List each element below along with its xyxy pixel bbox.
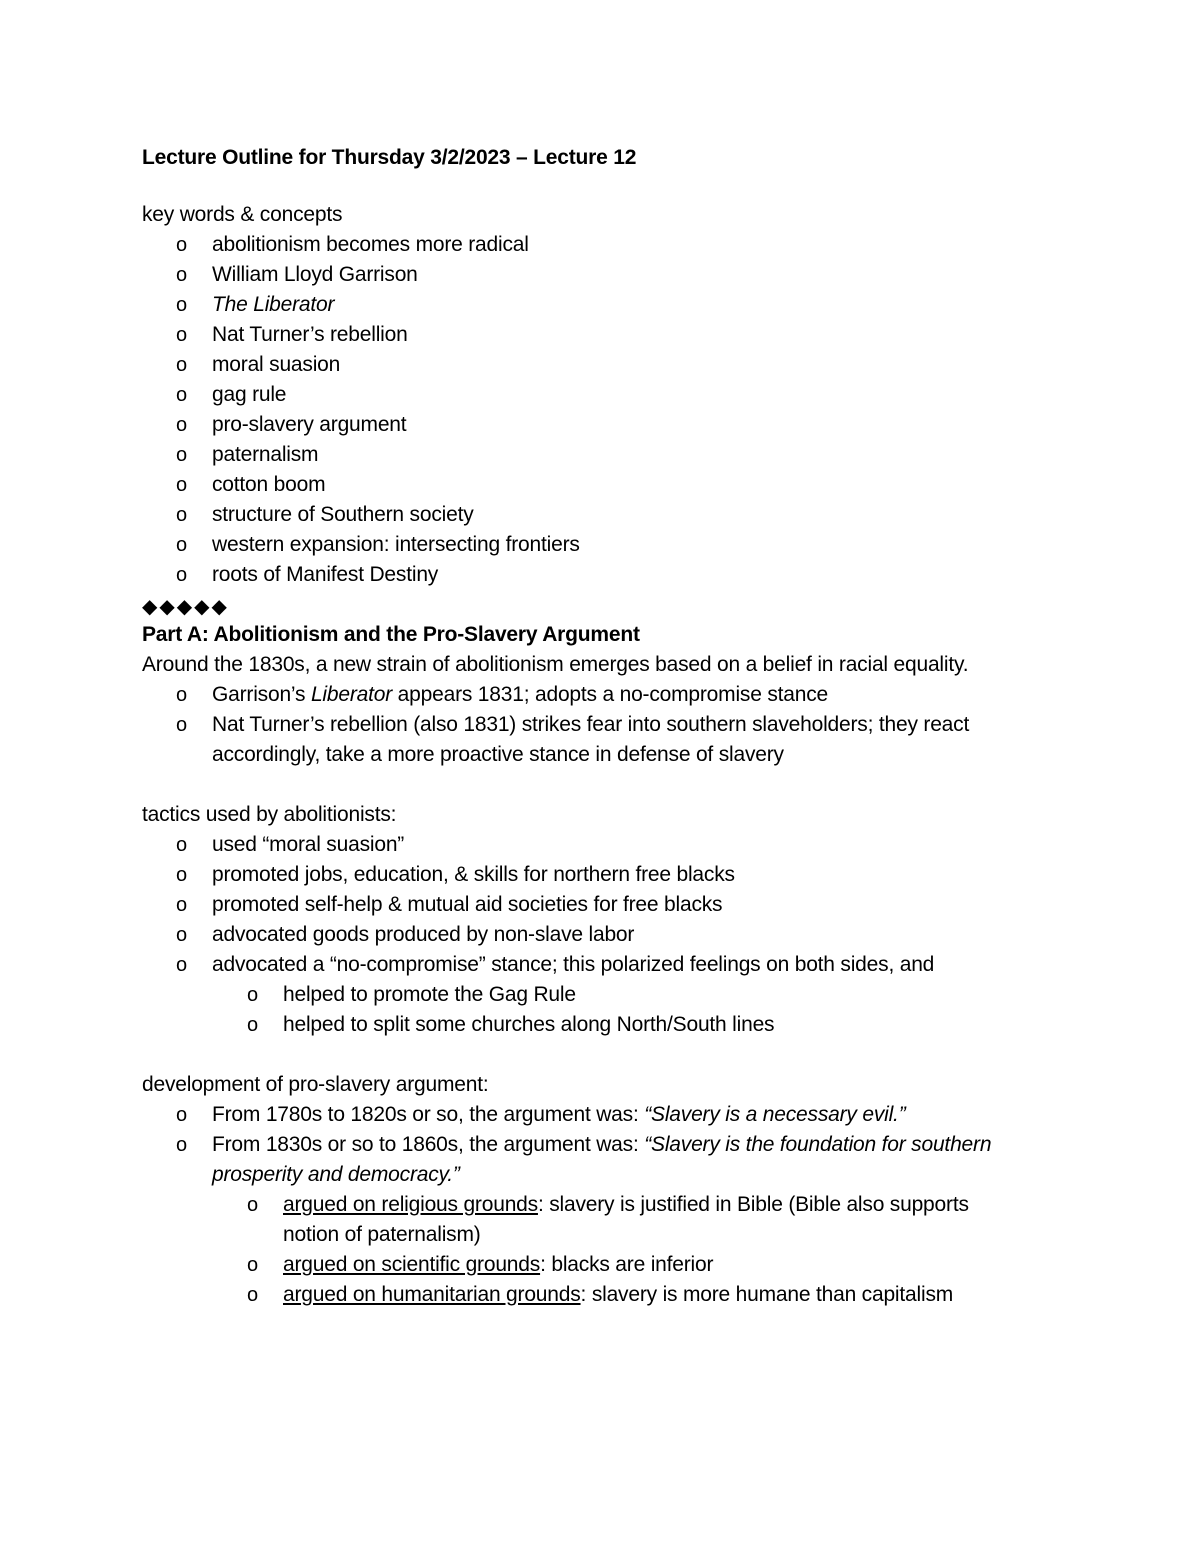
list-item: o roots of Manifest Destiny <box>142 560 1062 590</box>
list-item: o abolitionism becomes more radical <box>142 230 1062 260</box>
bullet-icon: o <box>247 1284 258 1306</box>
list-item: o From 1780s to 1820s or so, the argument was: “Slavery is a necessary evil.” <box>142 1100 1062 1130</box>
bullet-icon: o <box>176 414 187 436</box>
bullet-icon: o <box>176 564 187 586</box>
list-item: o structure of Southern society <box>142 500 1062 530</box>
bullet-icon: o <box>176 534 187 556</box>
bullet-icon: o <box>176 1104 187 1126</box>
sub-list-item: o argued on humanitarian grounds: slavery is more humane than capitalism <box>142 1280 1062 1310</box>
pro-slavery-heading: development of pro-slavery argument: <box>142 1073 489 1096</box>
blank-line <box>142 1040 1062 1070</box>
list-item: o William Lloyd Garrison <box>142 260 1062 290</box>
bullet-icon: o <box>176 1134 187 1156</box>
list-item: o moral suasion <box>142 350 1062 380</box>
bullet-icon: o <box>176 474 187 496</box>
spacer <box>142 173 1062 200</box>
bullet-icon: o <box>176 864 187 886</box>
key-words-list <box>142 230 1062 590</box>
list-item: o paternalism <box>142 440 1062 470</box>
tactics-heading: tactics used by abolitionists: <box>142 803 397 826</box>
list-item: o Garrison’s Liberator appears 1831; adopts a no-compromise stance <box>142 680 1062 710</box>
bullet-icon: o <box>176 324 187 346</box>
list-item: o Nat Turner’s rebellion <box>142 320 1062 350</box>
lecture-title: Lecture Outline for Thursday 3/2/2023 – Lecture 12 <box>142 146 637 169</box>
bullet-icon: o <box>176 714 187 736</box>
bullet-icon: o <box>247 1014 258 1036</box>
bullet-icon: o <box>176 264 187 286</box>
list-item: o Nat Turner’s rebellion (also 1831) strikes fear into southern slaveholders; they react accordingly, take a more proactive stance in defense of slavery <box>142 710 1062 770</box>
diamond-separator-icon: ◆◆◆◆◆ <box>142 596 229 618</box>
list-item: o advocated goods produced by non-slave labor <box>142 920 1062 950</box>
list-item: o promoted self-help & mutual aid societies for free blacks <box>142 890 1062 920</box>
list-item: o advocated a “no-compromise” stance; this polarized feelings on both sides, and <box>142 950 1062 980</box>
part-a-heading: Part A: Abolitionism and the Pro-Slavery Argument <box>142 623 640 646</box>
list-item: o pro-slavery argument <box>142 410 1062 440</box>
list-item: o gag rule <box>142 380 1062 410</box>
bullet-icon: o <box>247 984 258 1006</box>
list-item: o From 1830s or so to 1860s, the argument was: “Slavery is the foundation for southern prosperity and democracy.” <box>142 1130 1062 1190</box>
sub-list-item: o helped to split some churches along North/South lines <box>142 1010 1062 1040</box>
bullet-icon: o <box>176 834 187 856</box>
document-page <box>142 143 1062 1310</box>
bullet-icon: o <box>176 294 187 316</box>
pro-slavery-list <box>142 1100 1062 1310</box>
list-item: o cotton boom <box>142 470 1062 500</box>
sub-list-item: o argued on scientific grounds: blacks are inferior <box>142 1250 1062 1280</box>
bullet-icon: o <box>176 384 187 406</box>
list-item: o The Liberator <box>142 290 1062 320</box>
bullet-icon: o <box>176 684 187 706</box>
bullet-icon: o <box>176 894 187 916</box>
tactics-list <box>142 830 1062 1040</box>
part-a-intro: Around the 1830s, a new strain of abolitionism emerges based on a belief in racial equality. <box>142 653 969 676</box>
key-words-heading: key words & concepts <box>142 203 343 226</box>
bullet-icon: o <box>176 504 187 526</box>
sub-list-item: o argued on religious grounds: slavery is justified in Bible (Bible also supports notion of paternalism) <box>142 1190 1062 1250</box>
bullet-icon: o <box>247 1254 258 1276</box>
bullet-icon: o <box>176 354 187 376</box>
bullet-icon: o <box>176 954 187 976</box>
list-item: o promoted jobs, education, & skills for northern free blacks <box>142 860 1062 890</box>
list-item: o western expansion: intersecting frontiers <box>142 530 1062 560</box>
sub-list-item: o helped to promote the Gag Rule <box>142 980 1062 1010</box>
bullet-icon: o <box>176 444 187 466</box>
bullet-icon: o <box>176 234 187 256</box>
bullet-icon: o <box>176 924 187 946</box>
list-item: o used “moral suasion” <box>142 830 1062 860</box>
bullet-icon: o <box>247 1194 258 1216</box>
blank-line <box>142 770 1062 800</box>
part-a-list <box>142 680 1062 770</box>
